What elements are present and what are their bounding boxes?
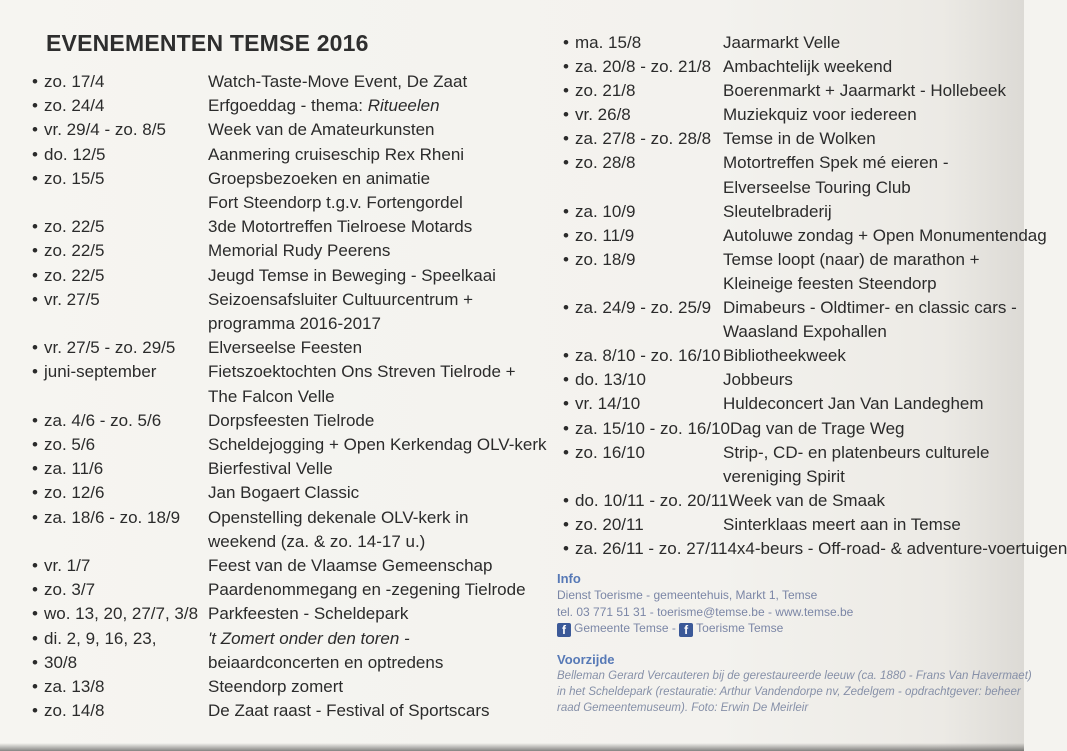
event-row xyxy=(563,465,1024,489)
event-date-text: zo. 24/4 xyxy=(44,96,105,116)
event-date-text: zo. 21/8 xyxy=(575,81,636,101)
event-date xyxy=(563,296,723,320)
event-description-text: Fietszoektochten Ons Streven Tielrode + xyxy=(208,362,516,382)
bullet-icon: • xyxy=(32,96,38,116)
event-description xyxy=(723,368,1024,392)
bullet-icon: • xyxy=(32,265,38,285)
bullet-icon: • xyxy=(32,507,38,527)
page-title: EVENEMENTEN TEMSE 2016 xyxy=(46,30,369,56)
event-description-text: Elverseelse Feesten xyxy=(208,338,363,358)
event-description-text: Motortreffen Spek mé eieren - xyxy=(723,153,949,173)
bullet-icon: • xyxy=(563,225,569,245)
event-description-text: Feest van de Vlaamse Gemeenschap xyxy=(208,556,493,576)
event-date xyxy=(32,264,208,288)
event-date-text: zo. 14/8 xyxy=(44,701,105,721)
event-description xyxy=(727,537,1067,561)
event-description xyxy=(208,191,552,215)
bullet-icon: • xyxy=(563,129,569,149)
bullet-icon: • xyxy=(563,201,569,221)
event-date-text: za. 11/6 xyxy=(44,459,104,479)
event-description xyxy=(208,530,552,554)
event-date xyxy=(563,127,723,151)
event-date xyxy=(32,530,208,554)
event-row xyxy=(563,176,1024,200)
event-description xyxy=(208,385,552,409)
event-description-text: Jobbeurs xyxy=(723,370,793,390)
bullet-icon: • xyxy=(563,298,569,318)
event-description xyxy=(730,417,1024,441)
event-row xyxy=(563,441,1024,465)
bullet-icon: • xyxy=(32,289,38,309)
event-row xyxy=(32,554,552,578)
event-description-text: Groepsbezoeken en animatie xyxy=(208,168,431,188)
event-row xyxy=(563,368,1024,392)
bullet-icon: • xyxy=(32,72,38,91)
event-row xyxy=(32,675,552,699)
event-date-text: ma. 15/8 xyxy=(575,33,642,52)
event-date-text: zo. 16/10 xyxy=(575,442,645,462)
event-date xyxy=(563,224,723,248)
event-date xyxy=(32,675,208,699)
event-description xyxy=(723,392,1024,416)
event-row xyxy=(563,79,1024,103)
event-row xyxy=(563,417,1024,441)
bullet-icon: • xyxy=(32,338,38,358)
bullet-icon: • xyxy=(563,105,569,125)
event-description-text: Jeugd Temse in Beweging - Speelkaai xyxy=(208,265,496,285)
event-description xyxy=(723,79,1024,103)
event-date-text: zo. 22/5 xyxy=(44,241,105,261)
event-description xyxy=(208,627,552,651)
event-date xyxy=(563,513,723,537)
event-description-text: Ambachtelijk weekend xyxy=(723,57,893,77)
event-date-text: zo. 15/5 xyxy=(44,168,105,188)
event-row xyxy=(563,200,1024,224)
event-row xyxy=(32,336,552,360)
bullet-icon: • xyxy=(563,514,569,534)
event-date-text: di. 2, 9, 16, 23, xyxy=(44,628,157,648)
info-address: Dienst Toerisme - gemeentehuis, Markt 1, Temse xyxy=(557,588,818,602)
event-description-text: Jan Bogaert Classic xyxy=(208,483,360,503)
info-contact: tel. 03 771 51 31 - toerisme@temse.be - www.temse.be xyxy=(557,604,854,619)
event-row xyxy=(32,264,552,288)
event-date-text: do. 12/5 xyxy=(44,144,106,164)
event-description-text: 4x4-beurs - Off-road- & adventure-voertuigen xyxy=(727,538,1067,558)
event-description xyxy=(208,506,552,530)
event-date-text: zo. 11/9 xyxy=(575,225,635,245)
event-date-text: vr. 27/5 xyxy=(44,289,100,309)
bullet-icon: • xyxy=(32,410,38,430)
event-description xyxy=(208,70,552,94)
event-date-text: za. 13/8 xyxy=(44,677,105,697)
event-row xyxy=(32,118,552,142)
event-date xyxy=(32,433,208,457)
event-date xyxy=(563,151,723,175)
event-date-text: za. 20/8 - zo. 21/8 xyxy=(575,57,712,77)
event-date xyxy=(32,699,208,723)
voorzijde-caption-line: Belleman Gerard Vercauteren bij de gerestaureerde leeuw (ca. 1880 - Frans Van Havermaet) xyxy=(557,670,1032,682)
event-row xyxy=(563,489,1024,513)
bullet-icon: • xyxy=(563,394,569,414)
event-date xyxy=(32,481,208,505)
event-description-text: Dorpsfeesten Tielrode xyxy=(208,410,375,430)
event-description xyxy=(208,699,552,723)
bullet-icon: • xyxy=(32,483,38,503)
event-date-text: za. 4/6 - zo. 5/6 xyxy=(44,410,162,430)
event-date xyxy=(563,465,723,489)
bullet-icon: • xyxy=(32,677,38,697)
event-description-text: Autoluwe zondag + Open Monumentendag xyxy=(723,225,1047,245)
bullet-icon: • xyxy=(32,652,38,672)
event-description-text: beiaardconcerten en optredens xyxy=(208,652,444,672)
event-description xyxy=(723,272,1024,296)
event-description-italic: 't Zomert onder den toren - xyxy=(208,628,410,648)
bullet-icon: • xyxy=(563,57,569,77)
event-description xyxy=(208,409,552,433)
event-date-text: zo. 5/6 xyxy=(44,435,96,455)
event-date-text: vr. 29/4 - zo. 8/5 xyxy=(44,120,166,140)
event-row xyxy=(32,530,552,554)
event-date-text: vr. 27/5 - zo. 29/5 xyxy=(44,338,176,358)
event-date xyxy=(563,320,723,344)
left-event-list xyxy=(32,70,552,723)
event-row xyxy=(563,344,1024,368)
event-description-text: Muziekquiz voor iedereen xyxy=(723,105,917,125)
event-description xyxy=(723,127,1024,151)
event-description xyxy=(208,336,552,360)
event-description xyxy=(723,441,1024,465)
event-description-text: Week van de Smaak xyxy=(728,490,885,510)
event-description-text: Sleutelbraderij xyxy=(723,201,832,221)
event-description-text: Waasland Expohallen xyxy=(723,322,887,342)
event-date xyxy=(563,176,723,200)
event-description xyxy=(208,167,552,191)
event-row xyxy=(32,215,552,239)
bullet-icon: • xyxy=(32,168,38,188)
event-date xyxy=(563,31,723,55)
voorzijde-caption-line: raad Gemeentemuseum). Foto: Erwin De Meirleir xyxy=(557,702,809,714)
event-row xyxy=(32,651,552,675)
event-description-text: Steendorp zomert xyxy=(208,677,344,697)
event-date xyxy=(32,651,208,675)
event-description-text: Watch-Taste-Move Event, De Zaat xyxy=(208,72,468,91)
event-description xyxy=(723,55,1024,79)
event-date xyxy=(563,200,723,224)
event-row xyxy=(32,70,552,94)
event-date xyxy=(32,506,208,530)
event-row xyxy=(563,513,1024,537)
event-date xyxy=(32,385,208,409)
event-description xyxy=(208,264,552,288)
event-description-text: Dimabeurs - Oldtimer- en classic cars - xyxy=(723,298,1017,318)
event-date xyxy=(32,409,208,433)
event-description xyxy=(723,465,1024,489)
event-date xyxy=(563,103,723,127)
bullet-icon: • xyxy=(563,81,569,101)
event-description-text: Kleineige feesten Steendorp xyxy=(723,273,937,293)
bullet-icon: • xyxy=(563,538,569,558)
facebook-link-gemeente[interactable]: Gemeente Temse - xyxy=(574,621,676,635)
event-date xyxy=(32,167,208,191)
event-date xyxy=(32,191,208,215)
event-row xyxy=(32,627,552,651)
event-date-text: juni-september xyxy=(44,362,157,382)
event-description xyxy=(208,675,552,699)
bullet-icon: • xyxy=(32,580,38,600)
event-row xyxy=(563,224,1047,248)
event-description-text: Temse in de Wolken xyxy=(723,129,876,149)
event-date-text: za. 8/10 - zo. 16/10 xyxy=(575,346,721,366)
info-facebook xyxy=(557,620,1024,637)
event-description-text: The Falcon Velle xyxy=(208,386,335,406)
event-row xyxy=(563,537,1067,561)
event-row xyxy=(563,272,1024,296)
event-description xyxy=(208,651,552,675)
bullet-icon: • xyxy=(32,435,38,455)
event-description-text: Huldeconcert Jan Van Landeghem xyxy=(723,394,984,414)
facebook-icon: f xyxy=(557,623,571,637)
bullet-icon: • xyxy=(32,604,38,624)
event-row xyxy=(563,248,1024,272)
event-date xyxy=(563,368,723,392)
event-description-text: Jaarmarkt Velle xyxy=(723,33,841,52)
event-description-text: Boerenmarkt + Jaarmarkt - Hollebeek xyxy=(723,81,1006,101)
event-description xyxy=(208,481,552,505)
event-description-text: vereniging Spirit xyxy=(723,466,845,486)
event-date-text: vr. 26/8 xyxy=(575,105,631,125)
event-date xyxy=(32,288,208,312)
right-event-list xyxy=(563,31,1067,561)
event-row xyxy=(563,296,1024,320)
event-description-text: Elverseelse Touring Club xyxy=(723,177,911,197)
event-description-text: De Zaat raast - Festival of Sportscars xyxy=(208,701,490,721)
event-row xyxy=(32,288,552,312)
event-date xyxy=(563,272,723,296)
event-description xyxy=(208,143,552,167)
event-row xyxy=(32,143,552,167)
bullet-icon: • xyxy=(563,249,569,269)
event-row xyxy=(32,385,552,409)
event-description-text: Bierfestival Velle xyxy=(208,459,333,479)
page-edge-shadow xyxy=(0,743,1024,751)
event-date xyxy=(563,441,723,465)
event-description xyxy=(723,344,1024,368)
event-description xyxy=(723,320,1024,344)
info-title: Info xyxy=(557,571,581,586)
event-date xyxy=(563,417,730,441)
bullet-icon: • xyxy=(32,362,38,382)
event-row xyxy=(32,506,552,530)
event-date-text: za. 10/9 xyxy=(575,201,636,221)
event-row xyxy=(32,699,552,723)
event-date-text: za. 27/8 - zo. 28/8 xyxy=(575,129,712,149)
event-description xyxy=(208,288,552,312)
event-date-text: wo. 13, 20, 27/7, 3/8 xyxy=(44,604,199,624)
event-date xyxy=(563,537,727,561)
event-description-text: Dag van de Trage Weg xyxy=(730,418,905,438)
event-date xyxy=(32,602,208,626)
event-date xyxy=(32,554,208,578)
event-date-text: zo. 22/5 xyxy=(44,217,105,237)
event-description xyxy=(208,215,552,239)
event-date-text: zo. 17/4 xyxy=(44,72,105,91)
bullet-icon: • xyxy=(32,701,38,721)
event-date xyxy=(32,627,208,651)
event-row xyxy=(563,55,1024,79)
event-date xyxy=(563,392,723,416)
event-date-text: za. 26/11 - zo. 27/11 xyxy=(575,538,728,558)
event-date-text: zo. 22/5 xyxy=(44,265,105,285)
event-row xyxy=(563,103,1024,127)
event-date xyxy=(563,248,723,272)
info-block xyxy=(557,570,1032,716)
event-description-text: weekend (za. & zo. 14-17 u.) xyxy=(208,531,426,551)
bullet-icon: • xyxy=(563,153,569,173)
event-description xyxy=(208,457,552,481)
facebook-icon: f xyxy=(679,623,693,637)
bullet-icon: • xyxy=(32,628,38,648)
bullet-icon: • xyxy=(563,418,569,438)
event-date xyxy=(32,360,208,384)
event-description-text: Sinterklaas meert aan in Temse xyxy=(723,514,961,534)
event-description-text: programma 2016-2017 xyxy=(208,314,381,334)
event-date xyxy=(32,239,208,263)
event-row xyxy=(32,312,552,336)
event-description-text: Scheldejogging + Open Kerkendag OLV-kerk xyxy=(208,435,547,455)
event-date-text: zo. 28/8 xyxy=(575,153,636,173)
bullet-icon: • xyxy=(563,490,569,510)
event-description-text: Week van de Amateurkunsten xyxy=(208,120,435,140)
bullet-icon: • xyxy=(32,120,38,140)
bullet-icon: • xyxy=(32,459,38,479)
event-description-text: Strip-, CD- en platenbeurs culturele xyxy=(723,442,990,462)
event-row xyxy=(32,457,552,481)
bullet-icon: • xyxy=(563,346,569,366)
facebook-link-toerisme[interactable]: Toerisme Temse xyxy=(696,621,784,635)
event-description-text: 3de Motortreffen Tielroese Motards xyxy=(208,217,473,237)
event-description xyxy=(208,578,552,602)
bullet-icon: • xyxy=(32,241,38,261)
event-description-text: Temse loopt (naar) de marathon + xyxy=(723,249,980,269)
bullet-icon: • xyxy=(563,33,569,52)
bullet-icon: • xyxy=(563,442,569,462)
event-row xyxy=(32,239,552,263)
voorzijde-title: Voorzijde xyxy=(557,652,615,667)
event-date xyxy=(32,578,208,602)
event-row xyxy=(32,578,552,602)
bullet-icon: • xyxy=(32,217,38,237)
event-row xyxy=(32,191,552,215)
event-date-text: za. 18/6 - zo. 18/9 xyxy=(44,507,181,527)
event-description xyxy=(208,94,552,118)
event-description xyxy=(208,239,552,263)
event-description xyxy=(723,31,1024,55)
event-description xyxy=(723,296,1024,320)
event-description-text: Aanmering cruiseschip Rex Rheni xyxy=(208,144,465,164)
bullet-icon: • xyxy=(32,556,38,576)
event-date-text: vr. 14/10 xyxy=(575,394,641,414)
event-date xyxy=(32,94,208,118)
event-date xyxy=(32,336,208,360)
event-description xyxy=(723,176,1024,200)
event-date-text: do. 10/11 - zo. 20/11 xyxy=(575,490,729,510)
event-description xyxy=(208,433,552,457)
event-description xyxy=(208,602,552,626)
event-date xyxy=(563,79,723,103)
event-description-text: Openstelling dekenale OLV-kerk in xyxy=(208,507,469,527)
event-row xyxy=(563,320,1024,344)
event-row xyxy=(32,409,552,433)
event-description-italic: Ritueelen xyxy=(367,96,440,116)
event-row xyxy=(32,167,552,191)
event-row xyxy=(563,127,1024,151)
voorzijde-caption-line: in het Scheldepark (restauratie: Arthur Vandendorpe nv, Zedelgem - opdrachtgever: beheer xyxy=(557,686,1021,698)
event-row xyxy=(32,602,552,626)
event-description xyxy=(723,248,1024,272)
event-description xyxy=(723,151,1024,175)
event-date-text: za. 24/9 - zo. 25/9 xyxy=(575,298,712,318)
event-date xyxy=(32,143,208,167)
event-description xyxy=(723,200,1024,224)
event-date-text: zo. 18/9 xyxy=(575,249,636,269)
event-date-text: do. 13/10 xyxy=(575,370,646,390)
event-date xyxy=(563,489,728,513)
event-date xyxy=(32,457,208,481)
event-date xyxy=(563,55,723,79)
event-date-text: za. 15/10 - zo. 16/10 xyxy=(575,418,730,438)
event-date xyxy=(563,344,723,368)
event-date-text: zo. 12/6 xyxy=(44,483,105,503)
event-description-text: Bibliotheekweek xyxy=(723,346,846,366)
event-date xyxy=(32,312,208,336)
event-description-text: Paardenommegang en -zegening Tielrode xyxy=(208,580,526,600)
event-date-text: zo. 20/11 xyxy=(575,514,644,534)
event-date-text: zo. 3/7 xyxy=(44,580,96,600)
event-description xyxy=(208,554,552,578)
event-description-text: Parkfeesten - Scheldepark xyxy=(208,604,409,624)
event-description xyxy=(723,103,1024,127)
bullet-icon: • xyxy=(32,144,38,164)
event-date xyxy=(32,70,208,94)
event-date xyxy=(32,215,208,239)
event-row xyxy=(32,94,552,118)
event-date xyxy=(32,118,208,142)
event-row xyxy=(563,31,1024,55)
event-description-text: Memorial Rudy Peerens xyxy=(208,241,391,261)
event-description xyxy=(728,489,1024,513)
event-description xyxy=(208,312,552,336)
event-description xyxy=(208,118,552,142)
event-description-text: Erfgoeddag - thema: xyxy=(208,96,363,116)
event-date-text: 30/8 xyxy=(44,652,78,672)
bullet-icon: • xyxy=(563,370,569,390)
event-row xyxy=(32,481,552,505)
event-row xyxy=(32,360,552,384)
event-description xyxy=(208,360,552,384)
event-row xyxy=(32,433,552,457)
event-description-text: Fort Steendorp t.g.v. Fortengordel xyxy=(208,193,463,213)
event-description-text: Seizoensafsluiter Cultuurcentrum + xyxy=(208,289,474,309)
event-row xyxy=(563,392,1024,416)
event-description xyxy=(723,513,1024,537)
event-date-text: vr. 1/7 xyxy=(44,556,91,576)
event-description xyxy=(723,224,1047,248)
event-row xyxy=(563,151,1024,175)
